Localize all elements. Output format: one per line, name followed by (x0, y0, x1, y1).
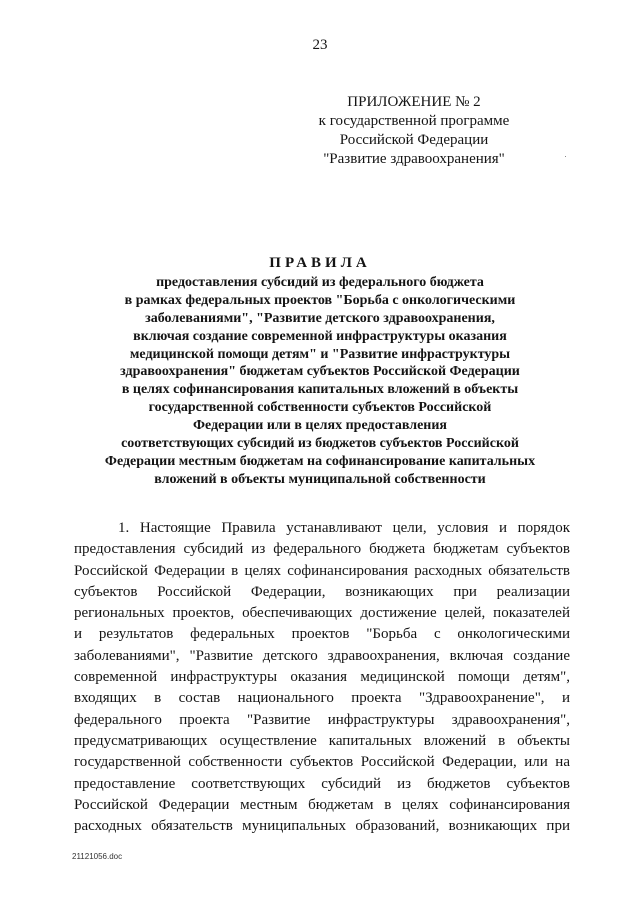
body-line: расходных обязательств муниципальных образований, возникающих при (74, 818, 570, 835)
subtitle-line: заболеваниями", "Развитие детского здравоохранения, (145, 310, 495, 326)
body-line: заболеваниями", "Развитие детского здравоохранения, включая создание (74, 647, 570, 664)
body-line: федерального проекта "Развитие инфраструктуры здравоохранения", (74, 711, 570, 728)
body-line: субъектов Российской Федерации, возникающих при реализации (74, 583, 570, 600)
body-line: предоставление соответствующих субсидий из бюджетов субъектов (74, 775, 570, 792)
body-line: 1. Настоящие Правила устанавливают цели, условия и порядок (118, 520, 570, 536)
body-line: входящих в состав национального проекта "Здравоохранение", и (74, 690, 570, 707)
subtitle-line: соответствующих субсидий из бюджетов субъектов Российской (121, 436, 519, 452)
document-subtitle (60, 274, 580, 489)
body-line: предоставления субсидий из федерального бюджета бюджетам субъектов (74, 541, 570, 558)
scan-speck (565, 156, 566, 157)
subtitle-line: здравоохранения" бюджетам субъектов Российской Федерации (120, 364, 520, 380)
subtitle-line: государственной собственности субъектов Российской (148, 400, 492, 416)
body-line: предусматривающих осуществление капитальных вложений в объекты (74, 732, 570, 749)
appendix-line: Российской Федерации (339, 132, 489, 148)
subtitle-line: включая создание современной инфраструктуры оказания (133, 328, 507, 344)
appendix-line: ПРИЛОЖЕНИЕ № 2 (347, 94, 481, 110)
subtitle-line: в целях софинансирования капитальных вложений в объекты (121, 382, 519, 398)
body-line: государственной собственности субъектов Российской Федерации, или на (74, 754, 570, 771)
body-paragraph (74, 518, 570, 837)
subtitle-line: вложений в объекты муниципальной собственности (154, 471, 486, 487)
subtitle-line: Федерации местным бюджетам на софинансирование капитальных (104, 453, 536, 469)
subtitle-line: в рамках федеральных проектов "Борьба с онкологическими (124, 292, 516, 308)
subtitle-line: медицинской помощи детям" и "Развитие инфраструктуры (129, 346, 511, 362)
body-line: Российской Федерации местным бюджетам в целях софинансирования (74, 796, 570, 813)
document-title: ПРАВИЛА (269, 255, 371, 271)
appendix-line: "Развитие здравоохранения" (323, 151, 505, 167)
body-line: региональных проектов, обеспечивающих достижение целей, показателей (74, 605, 570, 622)
subtitle-line: Федерации или в целях предоставления (193, 418, 447, 434)
appendix-line: к государственной программе (318, 113, 510, 129)
page-number: 23 (312, 37, 328, 53)
appendix-header (296, 93, 532, 169)
body-line: современной инфраструктуры оказания медицинской помощи детям", (74, 669, 570, 686)
body-line: и результатов федеральных проектов "Борьба с онкологическими (74, 626, 570, 643)
footer-filename: 21121056.doc (72, 852, 123, 861)
subtitle-line: предоставления субсидий из федерального бюджета (156, 275, 484, 290)
body-line: Российской Федерации в целях софинансирования расходных обязательств (74, 562, 570, 579)
